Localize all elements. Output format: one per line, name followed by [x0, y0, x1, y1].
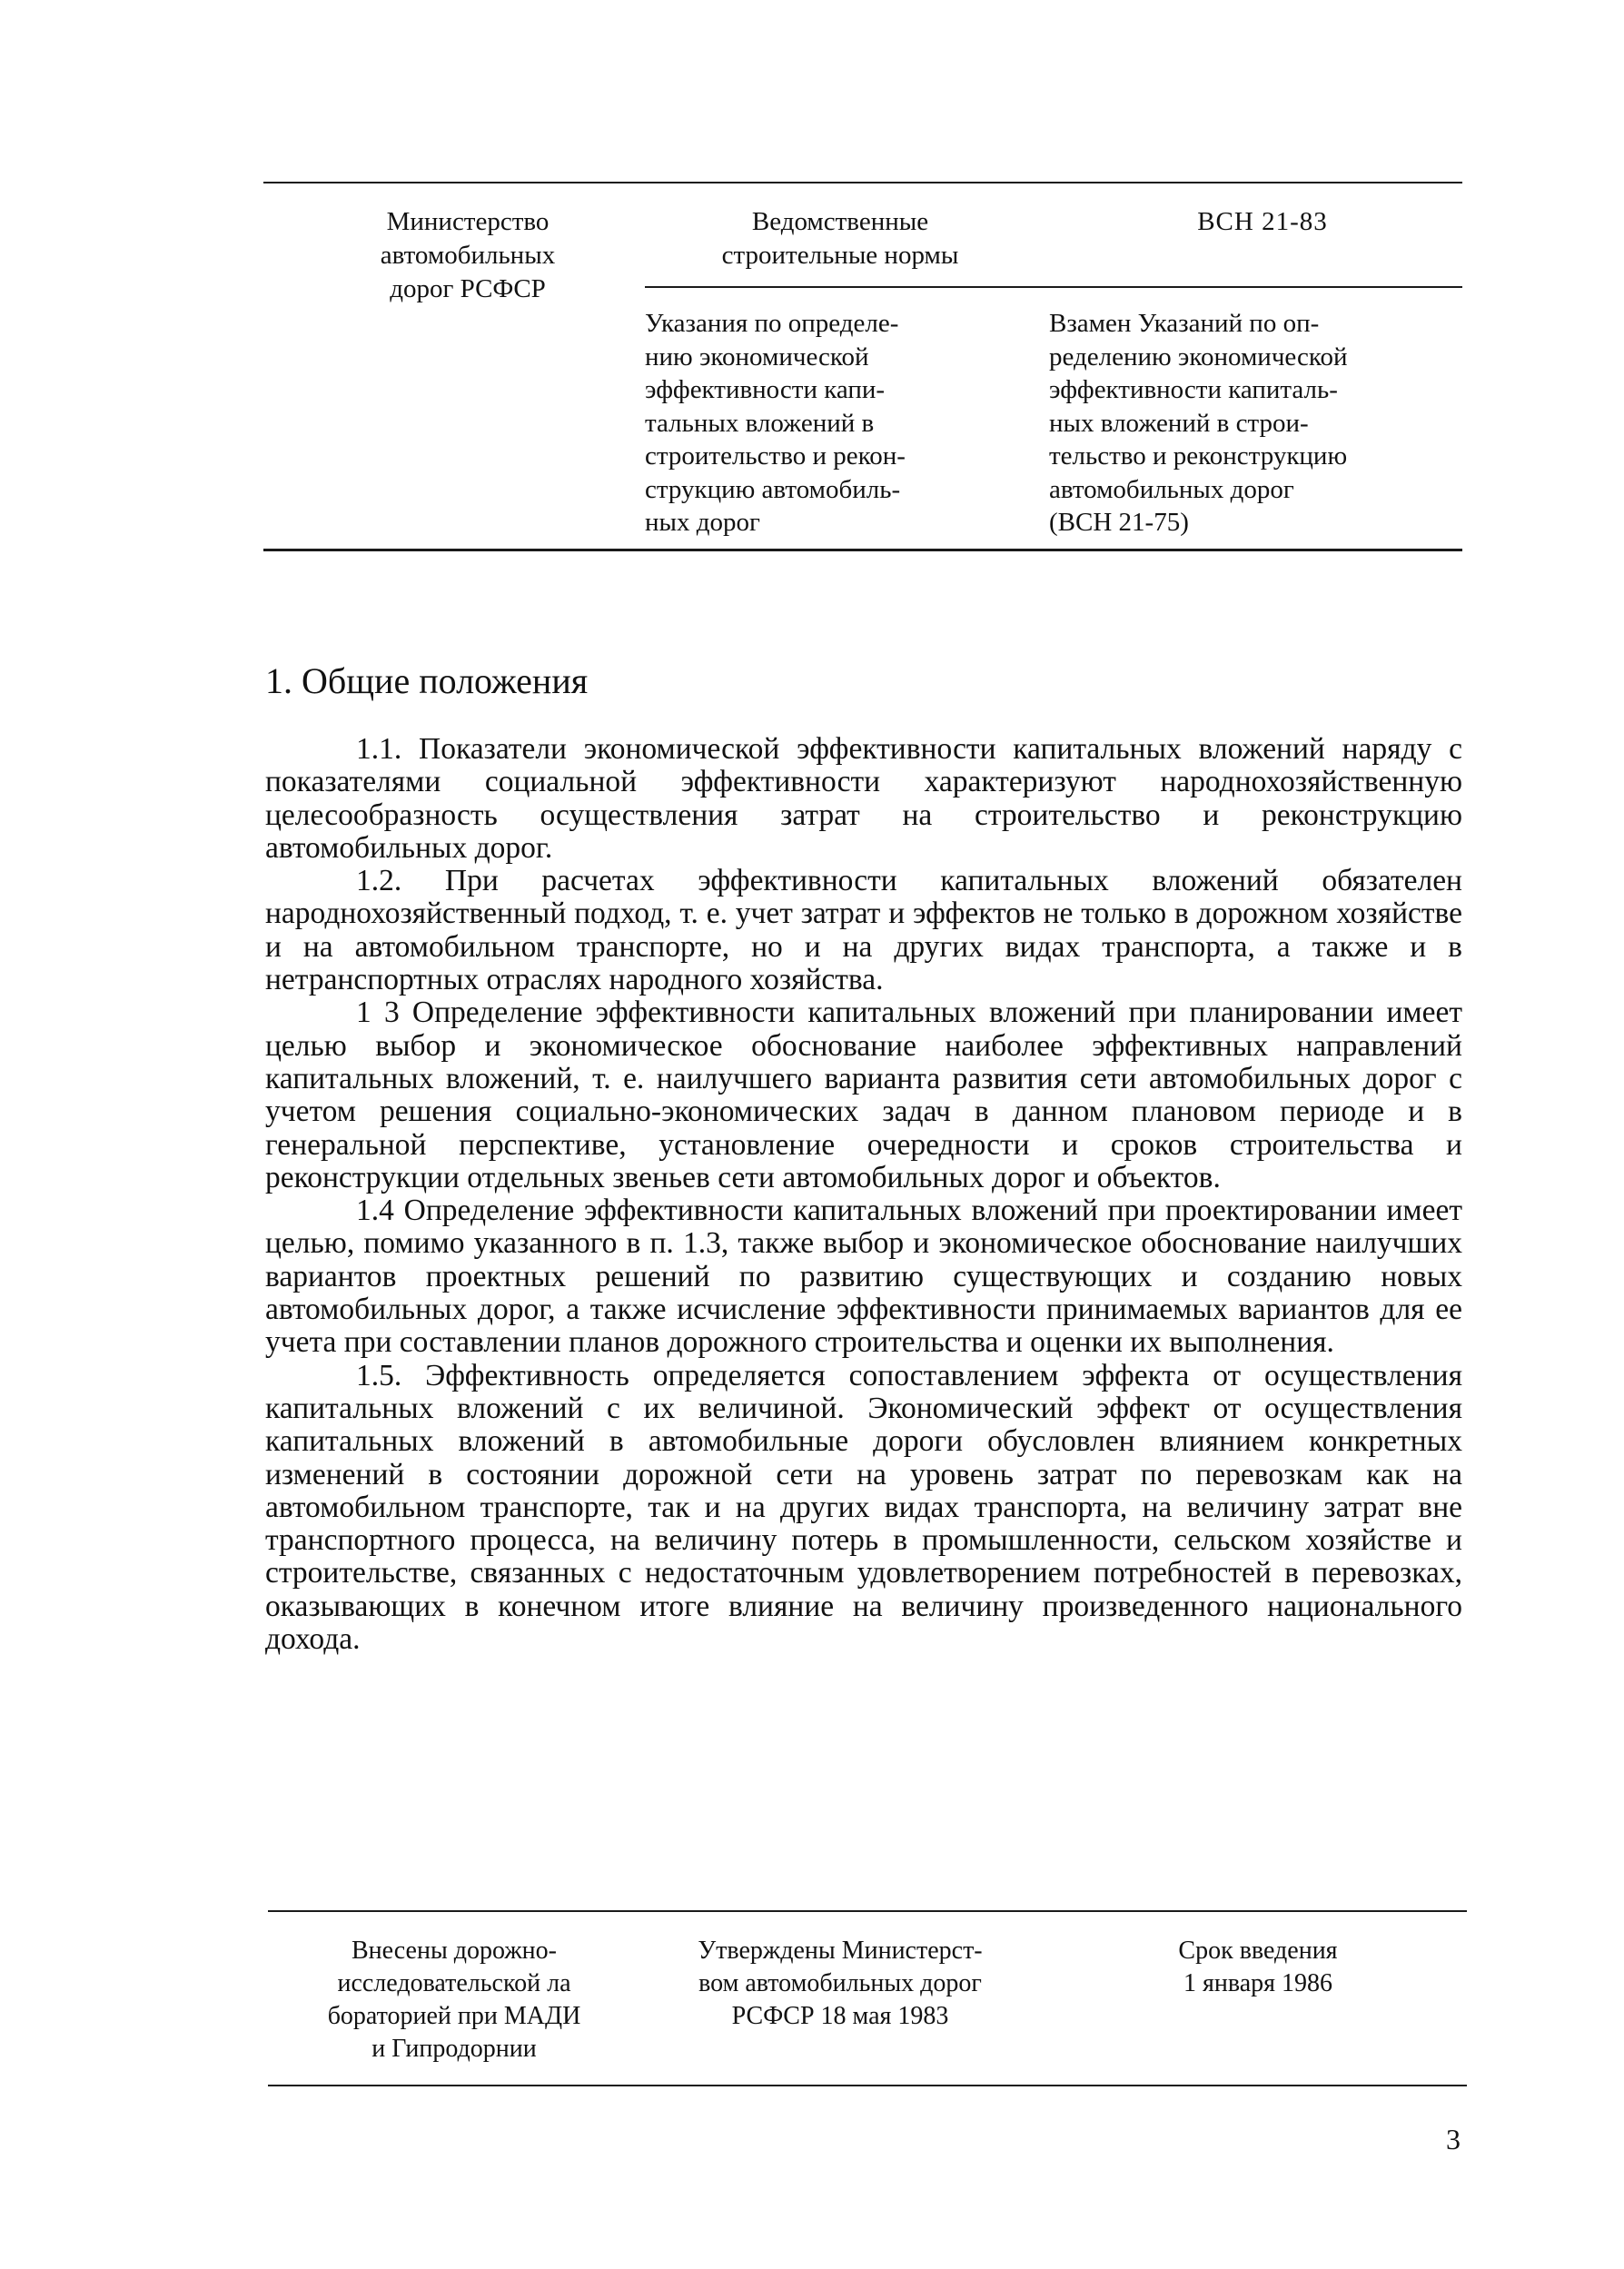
- header-organization: Министерство автомобильных дорог РСФСР: [380, 207, 556, 303]
- paragraph-1-2: 1.2. При расчетах эффективности капитальных вложений обязателен народнохозяйственный подход, т. е. учет затрат и эффектов не только в дорожном хозяйстве и на автомобильном транспорте, но и на других видах транспорта, а также и в нетранспортных отраслях народного хозяйства.: [265, 864, 1462, 997]
- section-title: 1. Общие положения: [265, 660, 589, 701]
- section-body: [265, 733, 1462, 1656]
- footer-top-rule: [268, 1910, 1467, 1912]
- paragraph-1-1: 1.1. Показатели экономической эффективности капитальных вложений наряду с показателями социальной эффективности характеризуют народнохозяйственную целесообразность осуществления затрат на строительство и реконструкцию автомобильных дорог.: [265, 732, 1462, 865]
- footer-effective-date: Срок введения 1 января 1986: [1178, 1937, 1338, 1997]
- header-top-rule: [263, 182, 1462, 183]
- footer-submitted-by: Внесены дорожно- исследовательской ла бораторией при МАДИ и Гипродорнии: [327, 1937, 581, 2063]
- page-number: 3: [1446, 2123, 1461, 2155]
- header-mid-rule: [645, 286, 1462, 288]
- header-document-title: Указания по определе- нию экономической эффективности капи- тальных вложений в строительство и рекон- струкцию автомобиль- ных дорог: [645, 309, 906, 537]
- paragraph-1-5: 1.5. Эффективность определяется сопоставлением эффекта от осуществления капитальных вложений с их величиной. Экономический эффект от осуществления капитальных вложений в автомобильные дороги обусловлен влиянием конкретных изменений в состоянии дорожной сети на уровень затрат по перевозкам как на автомобильном транспорте, так и на других видах транспорта, на величину затрат вне транспортного процесса, на величину потерь в промышленности, сельском хозяйстве и строительстве, связанных с недостаточным удовлетворением потребностей в перевозках, оказывающих в конечном итоге влияние на величину произведенного национального дохода.: [265, 1358, 1462, 1657]
- footer-bottom-rule: [268, 2085, 1467, 2086]
- footer-approved-by: Утверждены Министерст- вом автомобильных дорог РСФСР 18 мая 1983: [698, 1937, 983, 2030]
- header-document-code: ВСН 21-83: [1197, 207, 1328, 236]
- paragraph-1-3: 1 3 Определение эффективности капитальных вложений при планировании имеет целью выбор и экономическое обоснование наиболее эффективных направлений капитальных вложений, т. е. наилучшего варианта развития сети автомобильных дорог с учетом решения социально-экономических задач в данном плановом периоде и в генеральной перспективе, установление очередности и сроков строительства и реконструкции отдельных звеньев сети автомобильных дорог и объектов.: [265, 996, 1462, 1194]
- header-replaces-note: Взамен Указаний по оп- ределению экономической эффективности капиталь- ных вложений в строи- тельство и реконструкцию автомобильных дорог (ВСН 21-75): [1049, 309, 1348, 537]
- header-document-type: Ведомственные строительные нормы: [721, 207, 959, 270]
- paragraph-1-4: 1.4 Определение эффективности капитальных вложений при проектировании имеет целью, помимо указанного в п. 1.3, также выбор и экономическое обоснование наилучших вариантов проектных решений по развитию существующих и созданию новых автомобильных дорог, а также исчисление эффективности принимаемых вариантов для ее учета при составлении планов дорожного строительства и оценки их выполнения.: [265, 1194, 1462, 1360]
- header-bottom-rule: [263, 549, 1462, 551]
